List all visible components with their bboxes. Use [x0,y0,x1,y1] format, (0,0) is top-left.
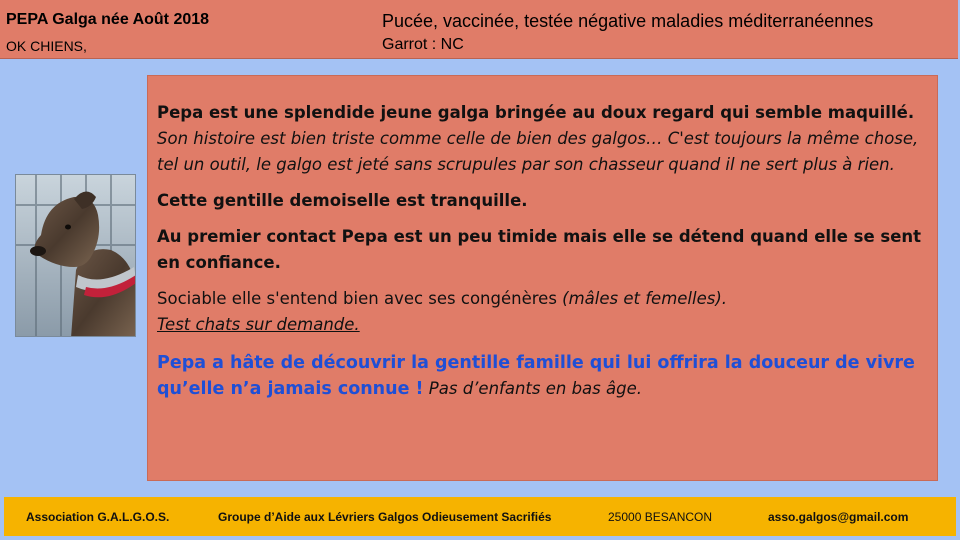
description-text [157,100,933,402]
closing-highlight: Pepa a hâte de découvrir la gentille famille qui lui offrira la douceur de vivre qu’elle n’a jamais connue ! [157,353,915,399]
garrot-height: Garrot : NC [382,36,464,53]
sociable-text: Sociable elle s'entend bien avec ses congénères [157,289,557,308]
association-fullname: Groupe d’Aide aux Lévriers Galgos Odieusement Sacrifiés [218,510,552,524]
closing-paragraph [157,350,933,402]
sociable-note: (mâles et femelles). [562,289,728,308]
contact-email[interactable]: asso.galgos@gmail.com [768,510,909,524]
dog-photo [15,174,136,337]
dog-name-title: PEPA Galga née Août 2018 [6,11,210,28]
association-name: Association G.A.L.G.O.S. [26,510,170,524]
calm-paragraph: Cette gentille demoiselle est tranquille. [157,191,528,210]
history-paragraph: Son histoire est bien triste comme celle de bien des galgos… C'est toujours la même chose, tel un outil, le galgo est jeté sans scrupules par son chasseur quand il ne sert plus à rien. [157,129,919,174]
footer-bar [4,497,956,536]
cats-test-note: Test chats sur demande. [157,315,360,334]
greyhound-image [16,175,136,337]
health-status: Pucée, vaccinée, testée négative maladies méditerranéennes [382,11,874,31]
header-banner [0,0,958,59]
dog-compatibility: OK CHIENS, [6,38,87,54]
sociable-paragraph [157,286,933,312]
timid-paragraph: Au premier contact Pepa est un peu timide mais elle se détend quand elle se sent en confiance. [157,227,922,272]
association-city: 25000 BESANCON [608,510,713,524]
children-note: Pas d’enfants en bas âge. [428,379,642,398]
description-panel [147,75,938,481]
intro-paragraph: Pepa est une splendide jeune galga bringée au doux regard qui semble maquillé. [157,103,915,122]
